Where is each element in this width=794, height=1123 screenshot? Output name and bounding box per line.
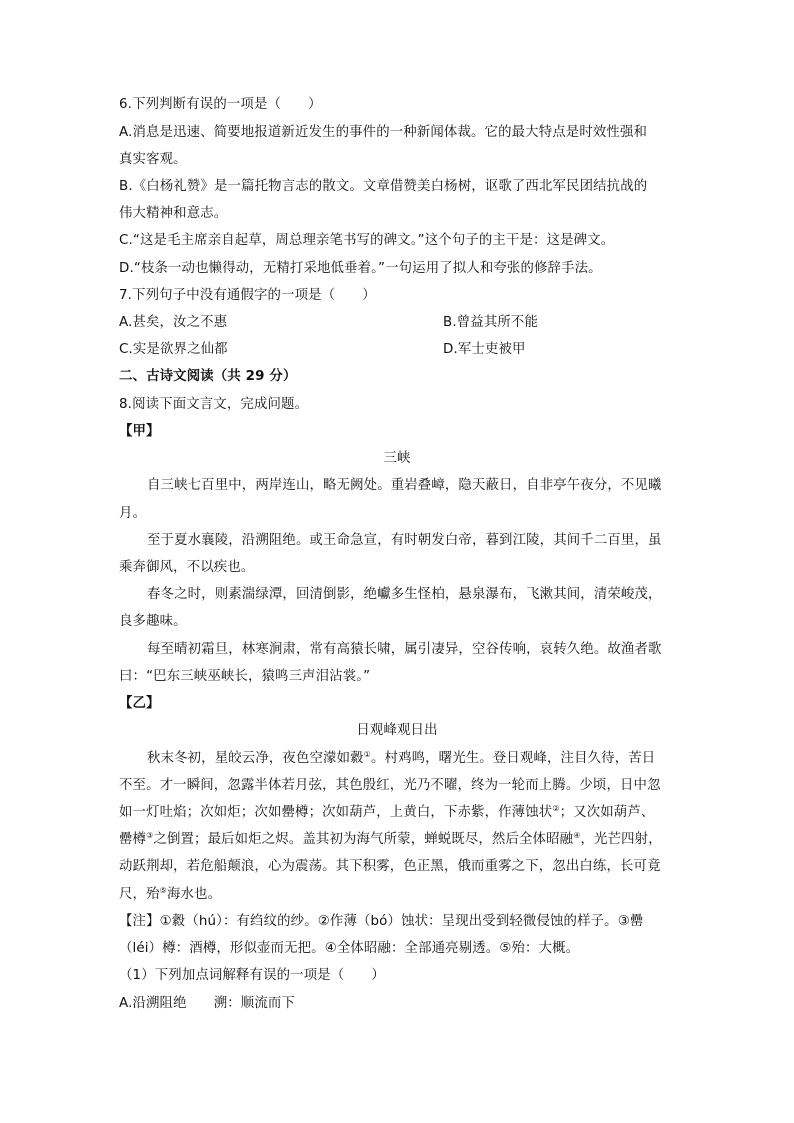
footnote-marker-5: ⑤ <box>159 886 167 895</box>
yi-line1-rest: 。村鸡鸣，曙光生。登日观峰，注目久待，苦日 <box>370 751 656 766</box>
q6-option-b-line1: B.《白杨礼赞》是一篇托物言志的散文。文章借赞美白杨树，讴歌了西北军民团结抗战的 <box>119 179 648 194</box>
jia-p2-line2: 乘奔御风，不以疾也。 <box>119 560 255 575</box>
q7-stem: 7.下列句子中没有通假字的一项是（ ） <box>119 288 376 303</box>
yi-line1-text: 秋末冬初，星皎云净，夜色空濛如縠 <box>147 751 364 766</box>
text-yi-title: 日观峰观日出 <box>356 723 438 738</box>
section-heading: 二、古诗文阅读（共 29 分） <box>119 369 297 384</box>
jia-p3-line1: 春冬之时，则素湍绿潭，回清倒影，绝巘多生怪柏，悬泉瀑布，飞漱其间，清荣峻茂， <box>147 587 662 602</box>
q7-option-a: A.甚矣，汝之不惠 <box>119 315 228 330</box>
jia-p4-line1: 每至晴初霜旦，林寒涧肃，常有高猿长啸，属引凄异，空谷传响，哀转久绝。故渔者歌 <box>147 642 662 657</box>
text-jia-title: 三峡 <box>383 451 411 466</box>
footnote-marker-4: ④ <box>573 831 581 840</box>
yi-line6 <box>119 885 221 905</box>
jia-p2-line1: 至于夏水襄陵，沿溯阻绝。或王命急宣，有时朝发白帝，暮到江陵，其间千二百里，虽 <box>147 533 662 548</box>
q6-option-a-line1: A.消息是迅速、简要地报道新近发生的事件的一种新闻体裁。它的最大特点是时效性强和 <box>119 125 648 140</box>
annotation-line1: 【注】①縠（hú）：有绉纹的纱。②作薄（bó）蚀状：呈现出受到轻微侵蚀的样子。③罍 <box>119 914 644 929</box>
jia-p3-line2: 良多趣味。 <box>119 614 187 629</box>
yi-line4-rest: ，光芒四射， <box>580 832 662 847</box>
yi-line4-text: 罍樽 <box>119 832 147 847</box>
q6-stem: 6.下列判断有误的一项是（ ） <box>119 97 322 112</box>
q7-option-b: B.曾益其所不能 <box>443 315 538 330</box>
q8-sub1-option-a: A.沿溯阻绝 溯：顺流而下 <box>119 996 295 1011</box>
q8-sub1-stem: （1）下列加点词解释有误的一项是（ ） <box>119 968 385 983</box>
yi-line3-rest: ；又次如葫芦、 <box>559 805 655 820</box>
q7-option-d: D.军士吏被甲 <box>443 342 526 357</box>
footnote-marker-2: ② <box>552 804 560 813</box>
yi-line3 <box>119 803 654 823</box>
yi-line6-rest: 海水也。 <box>166 887 222 902</box>
q8-stem: 8.阅读下面文言文，完成问题。 <box>119 397 309 412</box>
text-yi-label: 【乙】 <box>119 696 160 711</box>
yi-line3-text: 如一灯吐焰；次如炬；次如罍樽；次如葫芦，上黄白，下赤紫，作薄蚀状 <box>119 805 553 820</box>
yi-line6-text: 尺，殆 <box>119 887 160 902</box>
yi-line4-mid: 之倒置；最后如炬之烬。盖其初为海气所蒙，蝉蜕既尽，然后全体昭融 <box>153 832 574 847</box>
q6-option-a-line2: 真实客观。 <box>119 152 187 167</box>
q6-option-b-line2: 伟大精神和意志。 <box>119 206 228 221</box>
jia-p1-line1: 自三峡七百里中，两岸连山，略无阙处。重岩叠嶂，隐天蔽日，自非亭午夜分，不见曦 <box>147 478 662 493</box>
yi-line2: 不至。才一瞬间，忽露半体若月弦，其色殷红，光乃不曜，终为一轮而上腾。少顷，日中忽 <box>119 778 661 793</box>
jia-p1-line2: 月。 <box>119 506 147 521</box>
jia-p4-line2: 曰：“巴东三峡巫峡长，猿鸣三声泪沾裳。” <box>119 669 371 684</box>
yi-line4 <box>119 830 662 850</box>
annotation-line2: （léi）樽：酒樽，形似壶而无把。④全体昭融：全部通亮剔透。⑤殆：大概。 <box>119 941 580 956</box>
footnote-marker-3: ③ <box>146 831 154 840</box>
q6-option-c: C.“这是毛主席亲自起草，周总理亲笔书写的碑文。”这个句子的主干是：这是碑文。 <box>119 233 615 248</box>
yi-line1 <box>147 749 655 769</box>
q7-option-c: C.实是欲界之仙都 <box>119 342 228 357</box>
text-jia-label: 【甲】 <box>119 424 160 439</box>
footnote-marker-1: ① <box>363 750 371 759</box>
q6-option-d: D.“枝条一动也懒得动，无精打采地低垂着。”一句运用了拟人和夸张的修辞手法。 <box>119 261 602 276</box>
yi-line5: 动跃荆却，若危船颠浪，心为震荡。其下积雾，色正黑，俄而重雾之下，忽出白练，长可竟 <box>119 859 661 874</box>
